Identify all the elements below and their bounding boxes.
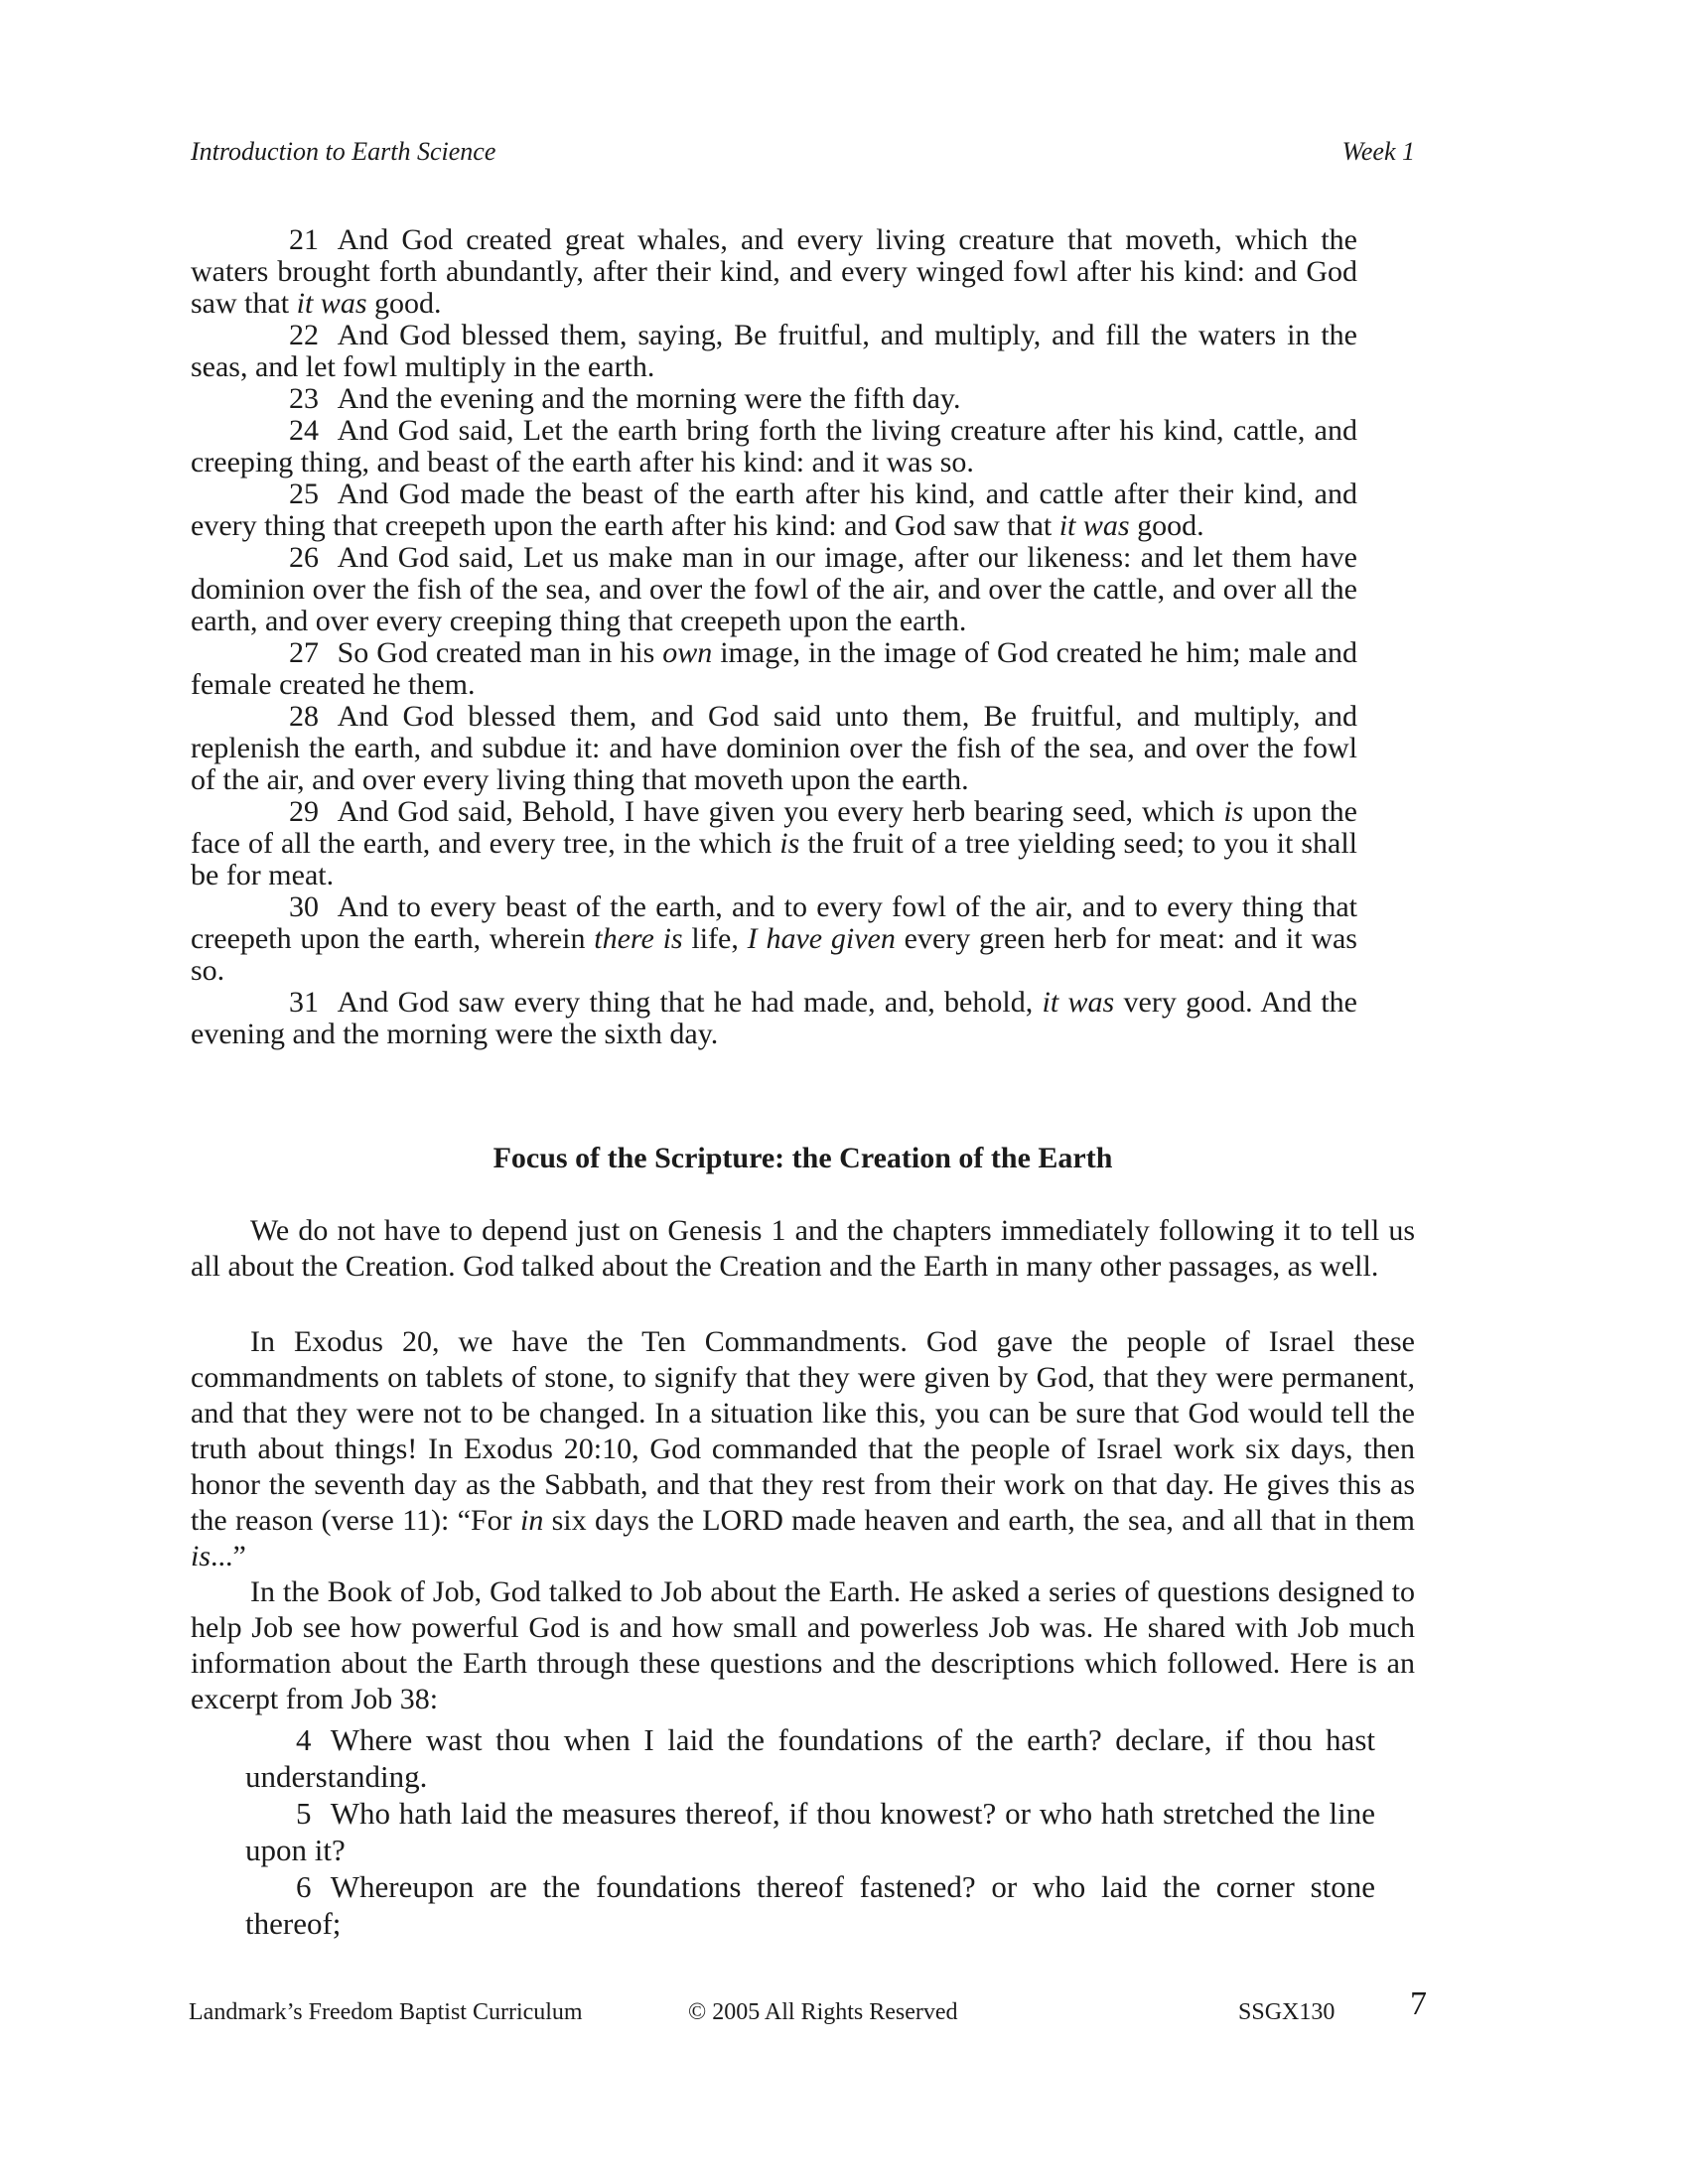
verse-number: 30 [289,890,319,923]
verse-number: 24 [289,414,319,447]
genesis-scripture-excerpt [191,224,1357,1050]
verse-paragraph [191,542,1357,637]
verse-paragraph [245,1721,1375,1795]
verse-text: And God made the beast of the earth after his kind, and cattle after their kind, and every thing that creepeth upon the earth after his kind: and God saw that it was good. [191,478,1357,542]
verse-number: 25 [289,478,319,510]
header-week-label: Week 1 [1341,137,1415,166]
verse-text: And to every beast of the earth, and to every fowl of the air, and to every thing that creepeth upon the earth, wherein there is life, I have given every green herb for meat: and it was so. [191,890,1357,987]
body-paragraph-job-intro: In the Book of Job, God talked to Job about the Earth. He asked a series of questions designed to help Job see how powerful God is and how small and powerless Job was. He shared with Job much information about the Earth through these questions and the descriptions which followed. Here is an excerpt from Job 38: [191,1575,1415,1715]
verse-number: 28 [289,700,319,733]
verse-number: 6 [296,1869,312,1904]
verse-number: 29 [289,795,319,828]
page-footer [0,1985,1688,2035]
verse-paragraph [191,478,1357,542]
verse-number: 23 [289,382,319,415]
section-heading: Focus of the Scripture: the Creation of the Earth [492,1142,1113,1174]
verse-number: 27 [289,636,319,669]
verse-paragraph [191,415,1357,478]
verse-text: And God said, Behold, I have given you every herb bearing seed, which is upon the face of all the earth, and every tree, in the which is the fruit of a tree yielding seed; to you it shall be for meat. [191,795,1357,891]
job-scripture-excerpt [245,1721,1375,1942]
verse-text: So God created man in his own image, in the image of God created he him; male and female created he them. [191,636,1358,701]
verse-paragraph [191,891,1357,987]
verse-number: 26 [289,541,319,574]
verse-number: 4 [296,1722,312,1757]
verse-paragraph [245,1795,1375,1868]
verse-text: And God saw every thing that he had made, and, behold, it was very good. And the evening and the morning were the sixth day. [191,986,1357,1050]
verse-paragraph [191,701,1357,796]
verse-text: Who hath laid the measures thereof, if thou knowest? or who hath stretched the line upon it? [245,1796,1375,1867]
verse-text: And God created great whales, and every living creature that moveth, which the waters brought forth abundantly, after their kind, and every winged fowl after his kind: and God saw that it was good. [191,223,1357,320]
verse-number: 5 [296,1796,312,1831]
verse-text: And God said, Let the earth bring forth the living creature after his kind, cattle, and creeping thing, and beast of the earth after his kind: and it was so. [191,414,1357,478]
verse-paragraph [191,320,1357,383]
verse-text: And God blessed them, saying, Be fruitful, and multiply, and fill the waters in the seas, and let fowl multiply in the earth. [191,319,1357,383]
footer-publisher: Landmark’s Freedom Baptist Curriculum [189,1999,583,2025]
verse-paragraph [245,1868,1375,1942]
footer-page-number: 7 [1410,1985,1427,2022]
footer-copyright: © 2005 All Rights Reserved [688,1999,958,2025]
verse-text: And God blessed them, and God said unto them, Be fruitful, and multiply, and replenish the earth, and subdue it: and have dominion over the fish of the sea, and over the fowl of the air, and over every living thing that moveth upon the earth. [191,700,1357,796]
header-course-title: Introduction to Earth Science [191,137,496,166]
verse-number: 21 [289,223,319,256]
verse-text: Whereupon are the foundations thereof fastened? or who laid the corner stone thereof; [245,1869,1375,1941]
verse-number: 22 [289,319,319,351]
running-header [191,137,1415,167]
verse-text: Where wast thou when I laid the foundations of the earth? declare, if thou hast understanding. [245,1722,1375,1794]
verse-number: 31 [289,986,319,1019]
body-paragraph-intro: We do not have to depend just on Genesis 1 and the chapters immediately following it to tell us all about the Creation. God talked about the Creation and the Earth in many other passages, as well. [191,1214,1415,1283]
verse-text: And the evening and the morning were the fifth day. [337,382,961,415]
verse-paragraph [191,987,1357,1050]
footer-course-code: SSGX130 [1238,1999,1336,2025]
verse-paragraph [191,383,1357,415]
body-paragraph-exodus: In Exodus 20, we have the Ten Commandments. God gave the people of Israel these commandments on tablets of stone, to signify that they were given by God, that they were permanent, and that they were not to be changed. In a situation like this, you can be sure that God would tell the truth about things! In Exodus 20:10, God commanded that the people of Israel work six days, then honor the seventh day as the Sabbath, and that they rest from their work on that day. He gives this as the reason (verse 11): “For in six days the LORD made heaven and earth, the sea, and all that in them is...” [191,1325,1416,1572]
verse-paragraph [191,637,1357,701]
verse-text: And God said, Let us make man in our image, after our likeness: and let them have dominion over the fish of the sea, and over the fowl of the air, and over the cattle, and over all the earth, and over every creeping thing that creepeth upon the earth. [191,541,1357,637]
verse-paragraph [191,796,1357,891]
verse-paragraph [191,224,1357,320]
